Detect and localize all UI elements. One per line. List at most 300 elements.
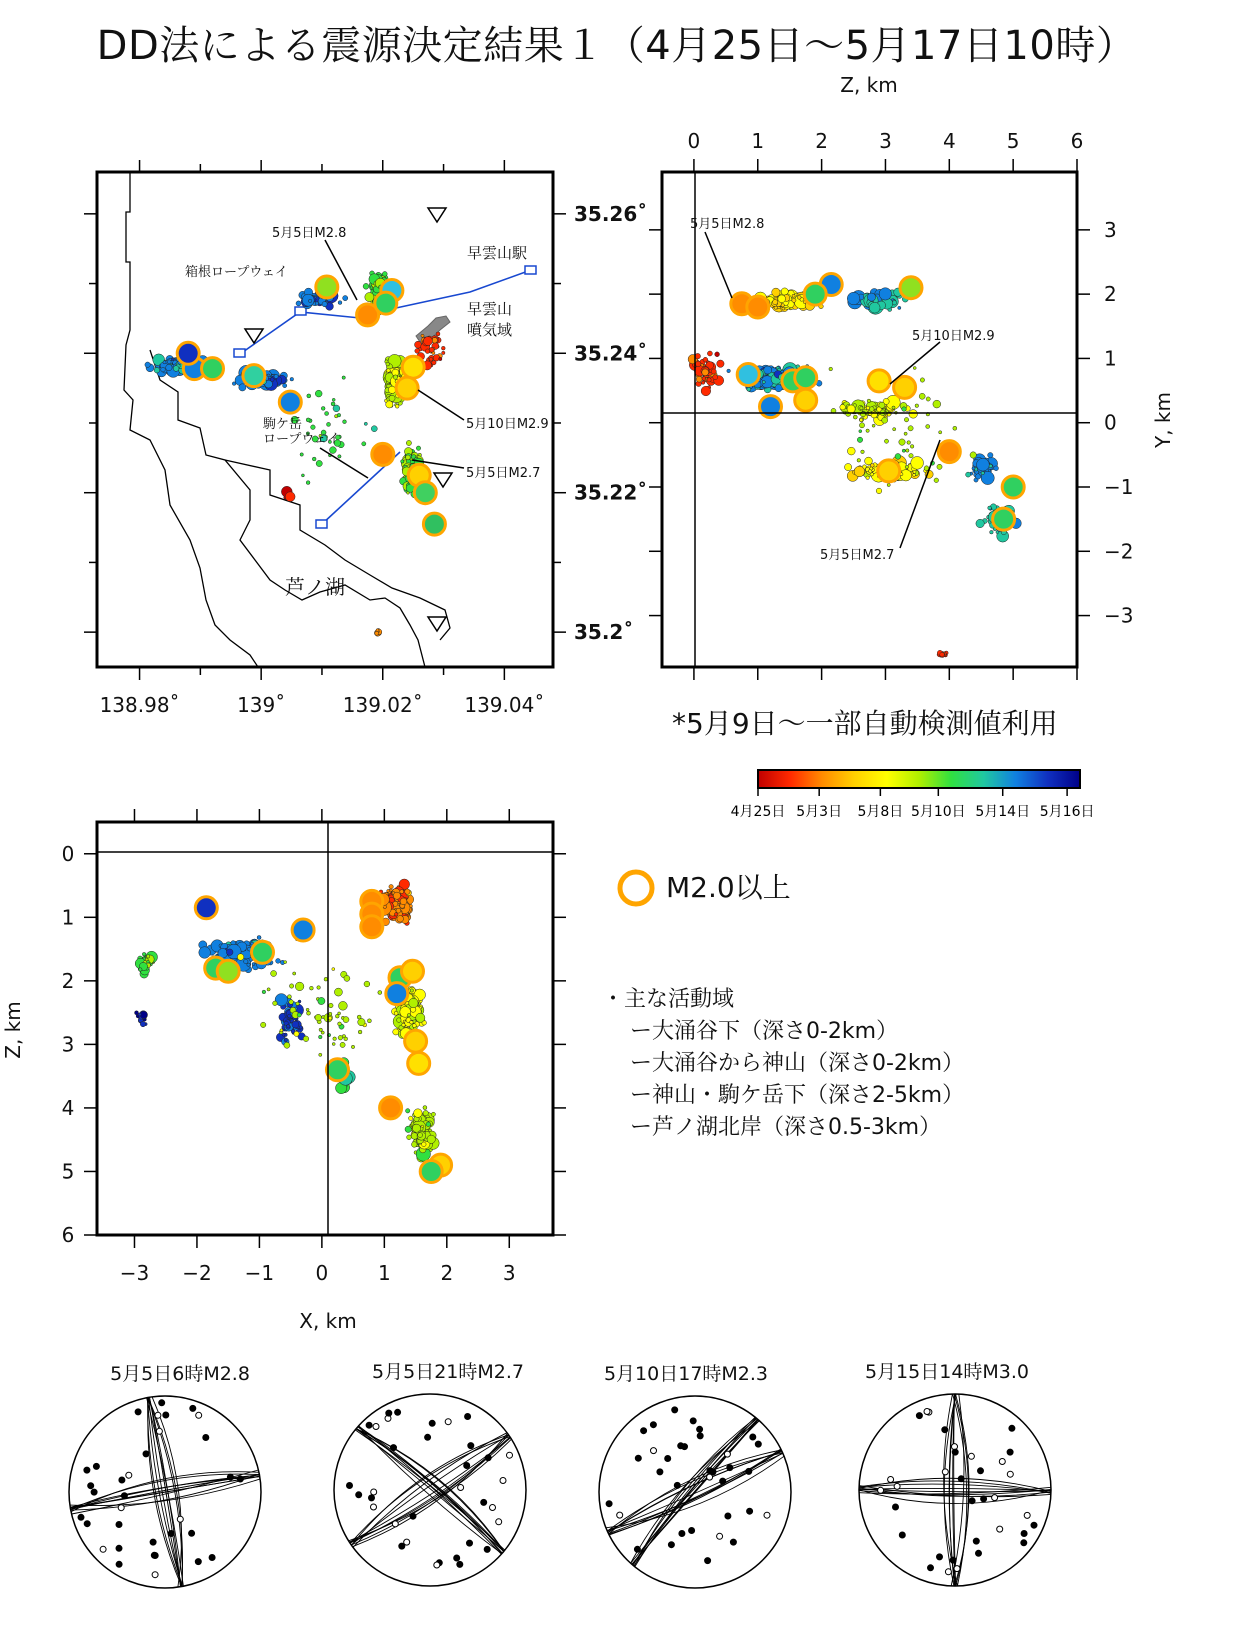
activity-item-owakudani-kamiyama: ー大涌谷から神山（深さ0-2km）	[630, 1051, 965, 1076]
zy-y-tick-label: −1	[1104, 475, 1134, 499]
polarity-dot	[373, 1424, 379, 1430]
xz-event-point	[351, 1045, 354, 1048]
map-large-event	[177, 342, 199, 364]
m2-legend-circle-icon	[620, 872, 652, 904]
xz-event-point	[273, 1001, 278, 1006]
xz-event-point	[271, 971, 277, 977]
polarity-dot	[1031, 1522, 1037, 1528]
polarity-dot	[651, 1448, 657, 1454]
polarity-dot	[467, 1540, 473, 1546]
xz-event-point	[344, 975, 350, 981]
zy-event-point	[847, 447, 855, 455]
ropeway-station-icon	[525, 266, 536, 274]
zy-event-point	[747, 387, 751, 391]
xz-event-point	[393, 892, 400, 899]
map-event-point	[333, 405, 340, 412]
xz-event-point	[342, 1035, 345, 1038]
polarity-dot	[689, 1528, 695, 1534]
zy-x-tick-label: 3	[879, 129, 892, 153]
xz-event-point	[426, 1122, 431, 1127]
polarity-dot	[399, 1543, 405, 1549]
xz-event-point	[405, 889, 410, 894]
zy-large-event	[795, 367, 817, 389]
xz-event-point	[306, 1008, 309, 1011]
zy-event-point	[792, 298, 796, 302]
polarity-dot	[747, 1508, 753, 1514]
xz-event-point	[334, 988, 342, 996]
zy-event-point	[859, 423, 864, 428]
xz-event-point	[394, 913, 398, 917]
xz-event-point	[407, 1014, 410, 1017]
map-event-point	[337, 413, 341, 417]
xz-event-point	[389, 885, 393, 889]
polarity-dot	[969, 1498, 975, 1504]
polarity-dot	[237, 1476, 243, 1482]
xz-y-tick-label: 3	[61, 1032, 75, 1057]
polarity-dot	[981, 1496, 987, 1502]
xz-event-point	[338, 1022, 342, 1026]
activity-heading: ・主な活動域	[602, 987, 735, 1012]
zy-event-point	[909, 454, 913, 458]
polarity-dot	[968, 1453, 974, 1459]
map-event-point	[302, 294, 314, 306]
xz-event-point	[257, 936, 261, 940]
map-annotation: 5月5日M2.7	[466, 466, 541, 481]
komagatake-label: 駒ケ岳	[263, 417, 303, 432]
polarity-dot	[707, 1468, 713, 1474]
map-large-event	[396, 377, 418, 399]
zy-event-point	[904, 418, 908, 422]
polarity-dot	[697, 1426, 703, 1432]
polarity-dot	[992, 1495, 998, 1501]
xz-x-tick-label: 2	[440, 1261, 454, 1285]
zy-y-tick-label: −3	[1104, 603, 1134, 628]
xz-large-event	[405, 1030, 427, 1052]
xz-event-point	[412, 1124, 420, 1132]
polarity-dot	[635, 1455, 641, 1461]
xz-large-event	[292, 919, 314, 941]
polarity-dot	[899, 1532, 905, 1538]
zy-event-point	[988, 453, 993, 458]
xz-event-point	[315, 1014, 322, 1021]
polarity-dot	[156, 1428, 162, 1434]
xz-event-point	[286, 1025, 290, 1029]
xz-event-point	[414, 1109, 423, 1118]
polarity-dot	[203, 1435, 209, 1441]
colorbar-tick-label: 5月14日	[975, 804, 1031, 820]
zy-event-point	[847, 292, 860, 305]
zy-event-point	[860, 407, 863, 410]
polarity-dot	[371, 1504, 377, 1510]
map-event-point	[371, 426, 377, 432]
zy-event-point	[920, 378, 924, 382]
focal-mechanism-label: 5月5日6時M2.8	[110, 1363, 250, 1385]
map-event-point	[321, 407, 325, 411]
xz-event-point	[339, 1001, 348, 1010]
map-annotation: 5月5日M2.8	[272, 226, 347, 241]
lake-outline-west	[124, 172, 258, 667]
xz-large-event	[252, 941, 274, 963]
map-event-point	[239, 384, 246, 391]
polarity-dot	[190, 1405, 196, 1411]
map-event-point	[342, 376, 345, 379]
zy-event-point	[872, 424, 875, 427]
xz-large-event	[327, 1059, 349, 1081]
map-event-point	[300, 453, 303, 456]
xz-event-point	[267, 988, 270, 991]
polarity-dot	[391, 1445, 397, 1451]
colorbar-tick-label: 4月25日	[730, 804, 786, 820]
zy-event-point	[764, 366, 772, 374]
polarity-dot	[727, 1465, 733, 1471]
polarity-dot	[634, 1546, 640, 1552]
map-event-point	[309, 299, 312, 302]
map-event-point	[166, 364, 172, 370]
map-event-point	[312, 457, 316, 461]
zy-event-point	[893, 428, 896, 431]
map-event-point	[145, 362, 150, 367]
zy-event-point	[953, 426, 957, 430]
xz-event-point	[410, 989, 413, 992]
polarity-dot	[1007, 1449, 1013, 1455]
xz-y-tick-label: 0	[61, 841, 75, 866]
xz-event-point	[280, 1029, 283, 1032]
xz-x-axis-title: X, km	[299, 1309, 357, 1333]
polarity-dot	[916, 1413, 922, 1419]
figure-title: DD法による震源決定結果１（4月25日〜5月17日10時）	[96, 23, 1137, 69]
zy-event-point	[913, 470, 916, 473]
xz-event-point	[423, 1106, 427, 1110]
m2-legend-label: M2.0以上	[666, 871, 791, 904]
xz-y-tick-label: 1	[61, 905, 75, 930]
colorbar-gradient	[758, 770, 1080, 788]
polarity-dot	[954, 1566, 960, 1572]
sounzan-label: 早雲山	[467, 300, 513, 318]
zy-large-event	[894, 376, 916, 398]
xz-y-tick-label: 6	[61, 1223, 75, 1247]
xz-x-tick-label: −3	[119, 1261, 150, 1285]
map-x-tick-label: 139.04˚	[464, 693, 545, 717]
polarity-dot	[746, 1468, 752, 1474]
zy-event-point	[829, 367, 833, 371]
xz-y-tick-label: 4	[61, 1095, 75, 1120]
map-annotation: 5月10日M2.9	[466, 417, 549, 432]
map-event-point	[307, 394, 311, 398]
polarity-dot	[679, 1531, 685, 1537]
polarity-dot	[227, 1474, 233, 1480]
focal-mechanism-beachball	[859, 1394, 1051, 1586]
map-event-point	[167, 360, 171, 364]
zy-event-point	[972, 467, 975, 470]
polarity-dot	[893, 1504, 899, 1510]
zy-event-point	[727, 369, 731, 373]
xz-x-tick-label: 3	[502, 1261, 516, 1285]
zy-event-point	[919, 393, 925, 399]
polarity-dot	[750, 1434, 756, 1440]
zy-panel	[649, 73, 1175, 680]
xz-event-point	[296, 1002, 300, 1006]
xz-event-point	[411, 1133, 418, 1140]
zy-event-point	[915, 404, 919, 408]
zy-annotation-leader	[705, 232, 732, 298]
polarity-dot	[942, 1469, 948, 1475]
polarity-dot	[950, 1557, 956, 1563]
zy-event-point	[882, 417, 888, 423]
polarity-dot	[425, 1434, 431, 1440]
xz-x-tick-label: 1	[377, 1261, 391, 1285]
zy-event-point	[976, 519, 984, 527]
fumarole-label: 噴気域	[467, 321, 513, 339]
xz-event-point	[237, 954, 244, 961]
zy-event-point	[869, 407, 874, 412]
map-event-point	[362, 442, 366, 446]
map-y-tick-label: 35.22˚	[574, 480, 648, 505]
polarity-dot	[356, 1492, 362, 1498]
map-large-event	[202, 358, 224, 380]
xz-event-point	[317, 986, 321, 990]
map-event-point	[429, 357, 433, 361]
map-event-point	[416, 446, 420, 450]
zy-annotation: 5月5日M2.7	[820, 548, 895, 563]
xz-event-point	[295, 982, 304, 991]
polarity-dot	[116, 1522, 122, 1528]
xz-event-point	[294, 1031, 299, 1036]
xz-event-point	[226, 949, 233, 956]
focal-mechanism-beachball	[334, 1394, 526, 1586]
map-event-point	[393, 375, 397, 379]
map-event-point	[439, 357, 442, 360]
polarity-dot	[641, 1428, 647, 1434]
polarity-dot	[764, 1512, 770, 1518]
map-event-point	[322, 302, 327, 307]
polarity-dot	[116, 1545, 122, 1551]
map-y-tick-label: 35.2˚	[574, 620, 634, 645]
zy-event-point	[695, 361, 701, 367]
polarity-dot	[457, 1561, 463, 1567]
activity-item-kamiyama-komagatake: ー神山・駒ケ岳下（深さ2-5km）	[630, 1083, 965, 1108]
xz-large-event	[408, 1052, 430, 1074]
map-large-event	[279, 391, 301, 413]
xz-event-point	[321, 1031, 324, 1034]
xz-event-point	[407, 1135, 412, 1140]
zy-event-point	[892, 406, 895, 409]
xz-event-point	[262, 990, 266, 994]
polarity-dot	[155, 1412, 161, 1418]
zy-event-point	[778, 295, 786, 303]
polarity-dot	[657, 1469, 663, 1475]
focal-mechanism-label: 5月15日14時M3.0	[864, 1361, 1030, 1383]
zy-event-point	[910, 445, 914, 449]
map-event-point	[363, 283, 369, 289]
zy-event-point	[840, 404, 846, 410]
zy-event-point	[797, 296, 801, 300]
xz-event-point	[406, 1109, 410, 1113]
zy-event-point	[911, 457, 924, 470]
colorbar	[731, 770, 1095, 820]
ropeway-label: ロープウェイ	[263, 432, 340, 447]
map-x-tick-label: 139.02˚	[342, 693, 423, 717]
zy-large-event	[868, 370, 890, 392]
polarity-dot	[672, 1407, 678, 1413]
polarity-dot	[725, 1513, 731, 1519]
xz-event-point	[409, 998, 418, 1007]
zy-event-point	[847, 405, 855, 413]
polarity-dot	[151, 1552, 157, 1558]
station-triangle-icon	[428, 617, 446, 631]
xz-event-point	[135, 1011, 139, 1015]
zy-y-axis-title: Y, km	[1151, 392, 1175, 448]
zy-event-point	[857, 437, 862, 442]
polarity-dot	[928, 1565, 934, 1571]
zy-event-point	[937, 464, 942, 469]
zy-event-point	[879, 402, 885, 408]
zy-event-point	[884, 439, 888, 443]
xz-event-point	[247, 963, 250, 966]
polarity-dot	[116, 1561, 122, 1567]
polarity-dot	[410, 1513, 416, 1519]
map-event-point	[173, 366, 179, 372]
xz-event-point	[146, 955, 149, 958]
polarity-dot	[730, 1539, 736, 1545]
map-event-point	[285, 492, 295, 502]
polarity-dot	[942, 1427, 948, 1433]
zy-x-tick-label: 6	[1070, 129, 1084, 153]
zy-annotation-leader	[890, 342, 940, 384]
zy-event-point	[702, 369, 709, 376]
map-large-event	[423, 513, 445, 535]
map-y-tick-label: 35.24˚	[574, 341, 648, 366]
zy-annotation-leader	[900, 440, 940, 548]
xz-large-event	[361, 916, 383, 938]
polarity-dot	[481, 1499, 487, 1505]
xz-event-point	[140, 1021, 145, 1026]
xz-event-point	[328, 1016, 332, 1020]
zy-event-point	[702, 377, 706, 381]
map-x-tick-label: 139˚	[237, 693, 286, 717]
xz-event-point	[333, 1037, 337, 1041]
xz-event-point	[297, 1013, 301, 1017]
polarity-dot	[997, 1526, 1003, 1532]
map-event-point	[436, 332, 440, 336]
xz-large-event	[217, 960, 239, 982]
zy-x-tick-label: 2	[815, 129, 828, 153]
map-event-point	[325, 412, 329, 416]
zy-event-point	[939, 431, 942, 434]
map-event-point	[296, 301, 301, 306]
polarity-dot	[468, 1443, 474, 1449]
map-event-point	[327, 422, 331, 426]
zy-x-tick-label: 5	[1006, 129, 1020, 153]
zy-event-point	[887, 483, 890, 486]
polarity-dot	[690, 1418, 696, 1424]
xz-event-point	[418, 1133, 423, 1138]
map-event-point	[270, 378, 274, 382]
map-event-point	[343, 420, 347, 424]
map-event-point	[274, 374, 278, 378]
zy-annotation: 5月5日M2.8	[690, 217, 765, 232]
xz-event-point	[332, 968, 335, 971]
map-large-event	[316, 276, 338, 298]
zy-event-point	[902, 449, 905, 452]
polarity-dot	[458, 1485, 464, 1491]
activity-item-ashinoko-north: ー芦ノ湖北岸（深さ0.5-3km）	[630, 1115, 942, 1140]
map-event-point	[423, 337, 432, 346]
zy-large-event	[795, 389, 817, 411]
map-event-point	[382, 272, 387, 277]
xz-event-point	[252, 963, 255, 966]
map-event-point	[311, 425, 316, 430]
zy-event-point	[988, 506, 992, 510]
xz-event-point	[329, 1003, 334, 1008]
zy-large-event	[938, 441, 960, 463]
xz-event-point	[405, 1126, 411, 1132]
xz-large-event	[386, 983, 408, 1005]
zy-large-event	[760, 396, 782, 418]
polarity-dot	[674, 1482, 680, 1488]
ashinoko-label: 芦ノ湖	[285, 575, 345, 599]
polarity-dot	[84, 1467, 90, 1473]
zy-event-point	[870, 467, 873, 470]
map-event-point	[406, 455, 411, 460]
map-event-point	[330, 447, 337, 454]
xz-event-point	[431, 1112, 435, 1116]
xz-event-point	[397, 916, 404, 923]
xz-event-point	[319, 1053, 322, 1056]
xz-large-event	[195, 897, 217, 919]
xz-event-point	[284, 961, 287, 964]
zy-y-tick-label: −2	[1104, 539, 1134, 564]
zy-large-event	[804, 283, 826, 305]
zy-event-point	[861, 450, 865, 454]
colorbar-tick-label: 5月10日	[910, 804, 966, 820]
polarity-dot	[937, 1554, 943, 1560]
xz-event-point	[397, 1018, 402, 1023]
zy-event-point	[781, 304, 784, 307]
xz-event-point	[145, 958, 148, 961]
polarity-dot	[1021, 1531, 1027, 1537]
zy-event-point	[854, 466, 865, 477]
zy-x-axis-title: Z, km	[840, 73, 898, 97]
zy-event-point	[701, 386, 711, 396]
polarity-dot	[720, 1478, 726, 1484]
polarity-dot	[878, 1487, 884, 1493]
zy-x-tick-label: 0	[687, 129, 701, 153]
zy-x-tick-label: 1	[751, 129, 765, 153]
map-event-point	[364, 422, 367, 425]
map-event-point	[441, 346, 445, 350]
zy-event-point	[867, 293, 875, 301]
map-large-event	[402, 356, 424, 378]
map-large-event	[372, 443, 394, 465]
activity-item-owakudani: ー大涌谷下（深さ0-2km）	[630, 1019, 899, 1044]
xz-event-point	[422, 1142, 427, 1147]
zy-event-point	[859, 430, 862, 433]
xz-event-point	[292, 1021, 299, 1028]
zy-event-point	[853, 415, 857, 419]
xz-event-point	[244, 959, 248, 963]
xz-event-point	[288, 1014, 292, 1018]
xz-large-event	[420, 1161, 442, 1183]
zy-large-event	[737, 364, 759, 386]
zy-large-event	[747, 296, 769, 318]
xz-event-point	[307, 1011, 311, 1015]
xz-large-event	[402, 960, 424, 982]
xz-frame	[97, 822, 553, 1235]
polarity-dot	[209, 1555, 215, 1561]
map-annotation-leader	[418, 390, 464, 420]
zy-event-point	[908, 426, 913, 431]
polarity-dot	[135, 1409, 141, 1415]
